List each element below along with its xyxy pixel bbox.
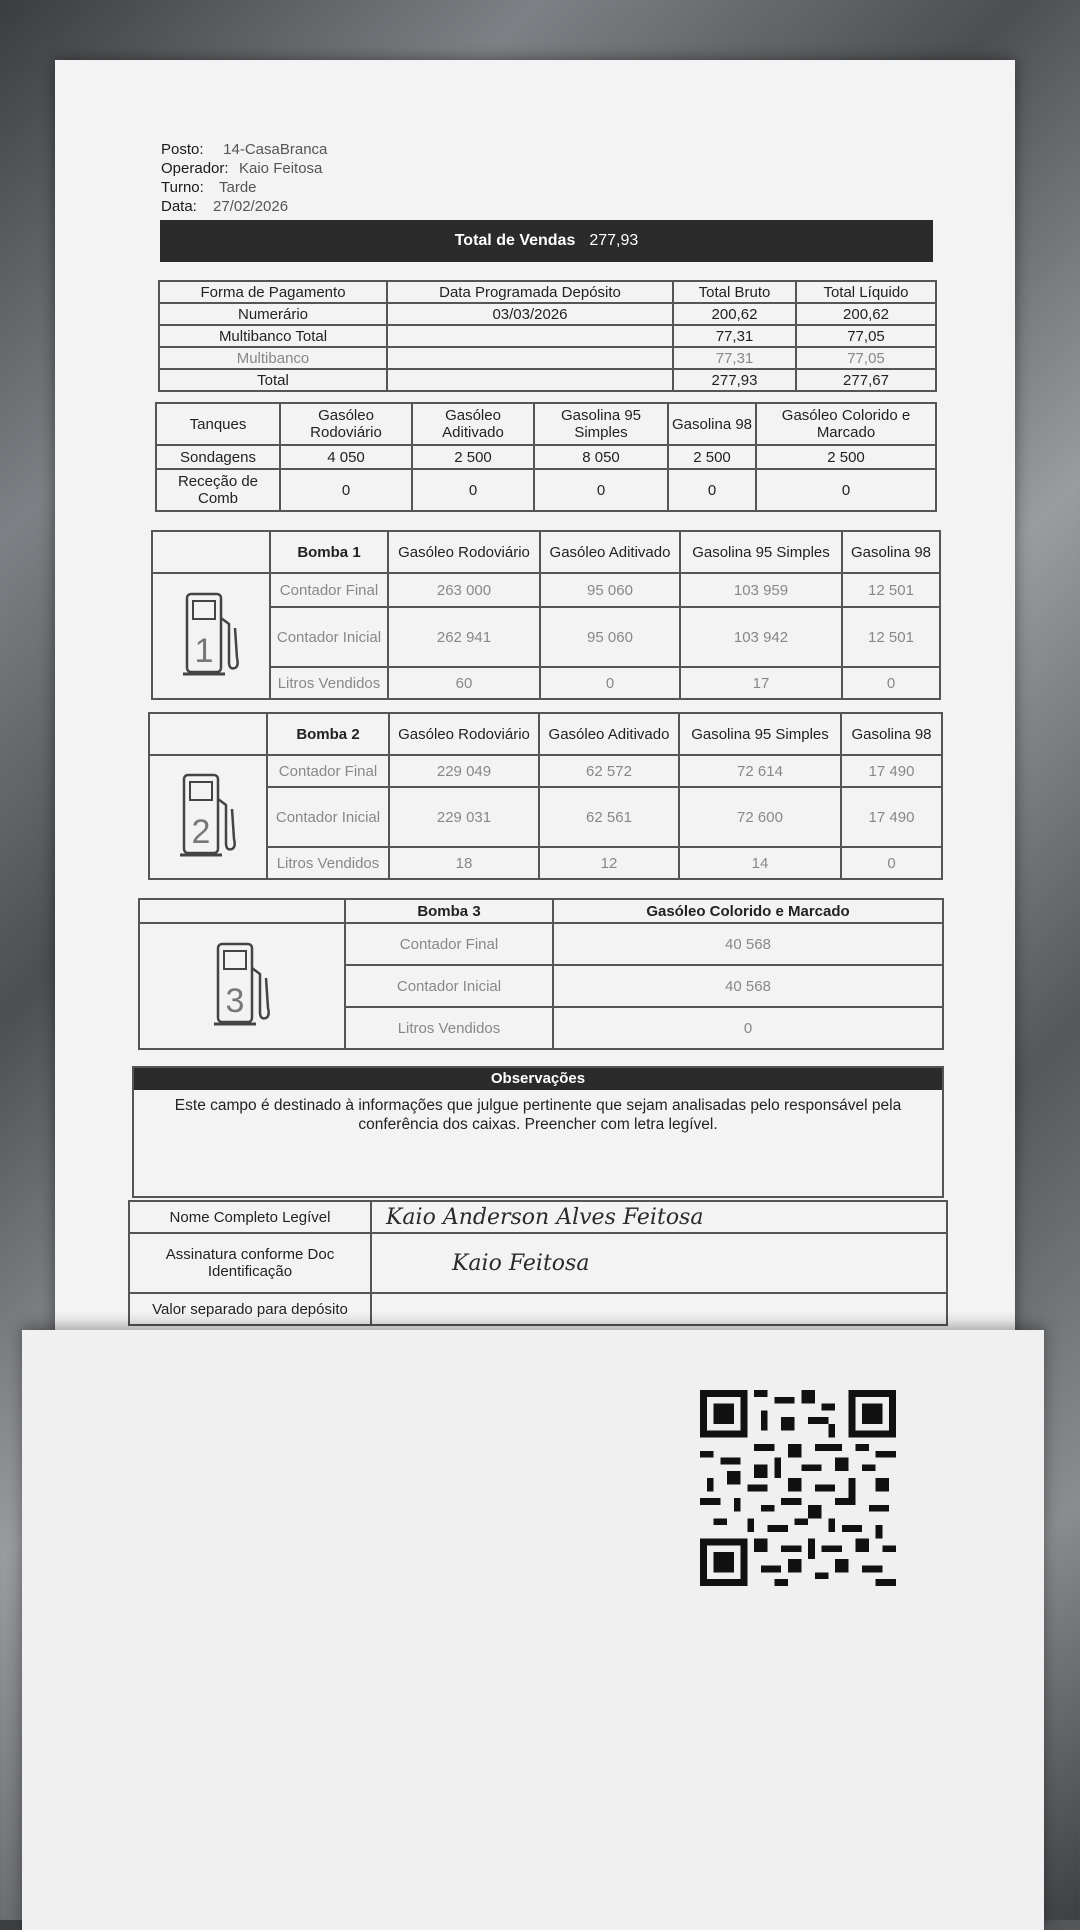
cell: Contador Final (345, 923, 553, 965)
table-row (149, 755, 942, 787)
bomba3-table (138, 898, 944, 1050)
cell: 77,05 (796, 347, 936, 369)
cell: 17 490 (841, 787, 942, 847)
cell: 0 (540, 667, 680, 699)
pagamentos-header: Forma de Pagamento (159, 281, 387, 303)
cell: 103 942 (680, 607, 842, 667)
table-row (156, 445, 936, 469)
cell: 0 (842, 667, 940, 699)
table-row (139, 923, 943, 965)
cell: 77,31 (673, 325, 796, 347)
cell: 77,05 (796, 325, 936, 347)
cell: 12 501 (842, 573, 940, 607)
svg-text:3: 3 (225, 982, 245, 1020)
report-header (161, 140, 327, 216)
cell: Multibanco Total (159, 325, 387, 347)
table-row (149, 787, 942, 847)
observacoes-box[interactable] (132, 1066, 944, 1198)
bomba3-header: Gasóleo Colorido e Marcado (553, 899, 943, 923)
bomba1-header: Gasóleo Aditivado (540, 531, 680, 573)
cell: 03/03/2026 (387, 303, 673, 325)
table-row (159, 325, 936, 347)
cell: 2 500 (756, 445, 936, 469)
data-label: Data: (161, 198, 197, 215)
table-row (149, 847, 942, 879)
tanques-header: Tanques (156, 403, 280, 445)
total-vendas-label: Total de Vendas (454, 232, 576, 249)
report-sheet (55, 60, 1015, 1345)
bomba2-header: Gasóleo Rodoviário (389, 713, 539, 755)
valor-label: Valor separado para depósito (129, 1293, 371, 1325)
bomba2-title: Bomba 2 (267, 713, 389, 755)
assinatura-field[interactable]: Kaio Feitosa (371, 1233, 947, 1293)
cell: 14 (679, 847, 841, 879)
cell: 229 031 (389, 787, 539, 847)
bomba2-header: Gasóleo Aditivado (539, 713, 679, 755)
cell: 2 500 (412, 445, 534, 469)
turno-label: Turno: (161, 179, 204, 196)
tanques-header: Gasóleo Colorido e Marcado (756, 403, 936, 445)
fuel-pump-icon (152, 573, 270, 699)
table-row (156, 469, 936, 511)
cell: 17 490 (841, 755, 942, 787)
svg-text:2: 2 (191, 813, 211, 851)
cell: Numerário (159, 303, 387, 325)
tanques-table (155, 402, 937, 512)
cell: 72 614 (679, 755, 841, 787)
observacoes-title: Observações (134, 1068, 942, 1090)
cell: 62 572 (539, 755, 679, 787)
cell: 200,62 (673, 303, 796, 325)
cell: 229 049 (389, 755, 539, 787)
posto-value: 14-CasaBranca (223, 141, 328, 158)
cell: 0 (756, 469, 936, 511)
fuel-pump-icon (149, 755, 267, 879)
pagamentos-table (158, 280, 937, 392)
table-row (159, 303, 936, 325)
cell (387, 369, 673, 391)
cell: Litros Vendidos (270, 667, 388, 699)
cell: Litros Vendidos (345, 1007, 553, 1049)
bomba2-table (148, 712, 943, 880)
bomba1-corner (152, 531, 270, 573)
cell: Contador Final (270, 573, 388, 607)
cell: 277,93 (673, 369, 796, 391)
assinatura-table (128, 1200, 948, 1326)
assinatura-label: Assinatura conforme Doc Identificação (129, 1233, 371, 1293)
valor-field[interactable] (371, 1293, 947, 1325)
cell: Sondagens (156, 445, 280, 469)
bomba1-table (151, 530, 941, 700)
cell: 0 (534, 469, 668, 511)
cell: Contador Inicial (270, 607, 388, 667)
cell: 262 941 (388, 607, 540, 667)
bomba1-header: Gasolina 95 Simples (680, 531, 842, 573)
nome-label: Nome Completo Legível (129, 1201, 371, 1233)
bomba2-header: Gasolina 95 Simples (679, 713, 841, 755)
pagamentos-header: Data Programada Depósito (387, 281, 673, 303)
table-row (159, 347, 936, 369)
bomba2-corner (149, 713, 267, 755)
pagamentos-header: Total Líquido (796, 281, 936, 303)
cell: Contador Final (267, 755, 389, 787)
cell: 40 568 (553, 923, 943, 965)
cell: 8 050 (534, 445, 668, 469)
cell: 4 050 (280, 445, 412, 469)
table-row (129, 1233, 947, 1293)
cell: 95 060 (540, 573, 680, 607)
cell: 60 (388, 667, 540, 699)
cell: Multibanco (159, 347, 387, 369)
pagamentos-header: Total Bruto (673, 281, 796, 303)
bomba1-header: Gasolina 98 (842, 531, 940, 573)
cell: 40 568 (553, 965, 943, 1007)
cell (387, 325, 673, 347)
operador-value: Kaio Feitosa (239, 160, 323, 177)
cell (387, 347, 673, 369)
cell: 0 (553, 1007, 943, 1049)
bomba2-header: Gasolina 98 (841, 713, 942, 755)
posto-label: Posto: (161, 141, 204, 158)
cell: Contador Inicial (267, 787, 389, 847)
cell: Contador Inicial (345, 965, 553, 1007)
cell: 95 060 (540, 607, 680, 667)
cell: 18 (389, 847, 539, 879)
total-vendas-value: 277,93 (589, 232, 639, 249)
turno-value: Tarde (219, 179, 257, 196)
fuel-pump-icon (139, 923, 345, 1049)
cell: 12 501 (842, 607, 940, 667)
cell: 103 959 (680, 573, 842, 607)
table-row (152, 607, 940, 667)
cell: 0 (412, 469, 534, 511)
bomba3-title: Bomba 3 (345, 899, 553, 923)
bomba1-header: Gasóleo Rodoviário (388, 531, 540, 573)
cell: 62 561 (539, 787, 679, 847)
table-row (152, 667, 940, 699)
tanques-header: Gasóleo Aditivado (412, 403, 534, 445)
table-row (129, 1201, 947, 1233)
cell: 263 000 (388, 573, 540, 607)
cell: 200,62 (796, 303, 936, 325)
cell: Total (159, 369, 387, 391)
cell: 77,31 (673, 347, 796, 369)
total-vendas-band (160, 220, 933, 262)
cell: 277,67 (796, 369, 936, 391)
tanques-header: Gasolina 95 Simples (534, 403, 668, 445)
data-value: 27/02/2026 (213, 198, 289, 215)
table-row (129, 1293, 947, 1325)
cell: 0 (668, 469, 756, 511)
table-row (152, 573, 940, 607)
nome-field[interactable]: Kaio Anderson Alves Feitosa (371, 1201, 947, 1233)
cell: 0 (280, 469, 412, 511)
tanques-header: Gasolina 98 (668, 403, 756, 445)
bomba1-title: Bomba 1 (270, 531, 388, 573)
svg-text:1: 1 (194, 632, 214, 670)
cell: 17 (680, 667, 842, 699)
operador-label: Operador: (161, 160, 229, 177)
qr-code-icon (700, 1390, 896, 1586)
bomba3-corner (139, 899, 345, 923)
cell: Receção de Comb (156, 469, 280, 511)
cell: 0 (841, 847, 942, 879)
cell: 2 500 (668, 445, 756, 469)
cell: 72 600 (679, 787, 841, 847)
tanques-header: Gasóleo Rodoviário (280, 403, 412, 445)
cell: Litros Vendidos (267, 847, 389, 879)
cell: 12 (539, 847, 679, 879)
observacoes-text: Este campo é destinado à informações que julgue pertinente que sejam analisadas pelo responsável pela conferência dos caixas. Preencher com letra legível. (174, 1097, 902, 1133)
table-row (159, 369, 936, 391)
